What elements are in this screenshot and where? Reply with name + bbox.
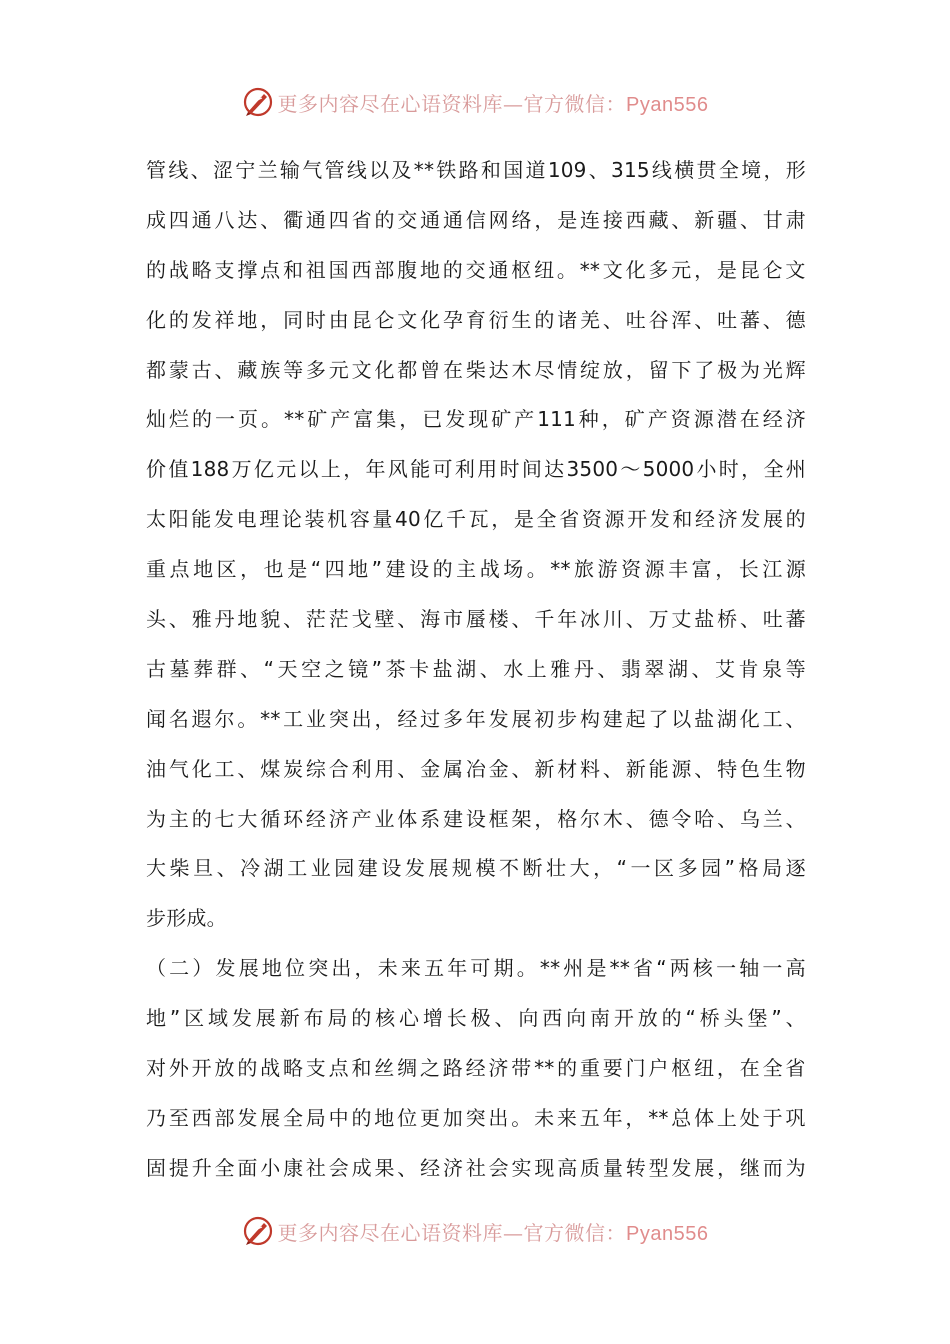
text-line: 价 值 188 万 亿 元 以 上 ， 年 风 能 可 利 用 时 间 达 3500 ～ 5000 小 时 ， 全 州 <box>146 457 806 482</box>
text-line: 灿 烂 的 一 页 。 ** 矿 产 富 集 ， 已 发 现 矿 产 111 种 ， 矿 产 资 源 潜 在 经 济 <box>146 407 806 432</box>
text-line: 乃 至 西 部 发 展 全 局 中 的 地 位 更 加 突 出 。 未 来 五 年 ， ** 总 体 上 处 于 巩 <box>146 1105 806 1130</box>
text-line: 成 四 通 八 达 、 衢 通 四 省 的 交 通 通 信 网 络 ， 是 连 接 西 藏 、 新 疆 、 甘 肃 <box>146 207 806 232</box>
watermark-text <box>278 1217 709 1246</box>
text-line: 太 阳 能 发 电 理 论 装 机 容 量 40 亿 千 瓦 ， 是 全 省 资 源 开 发 和 经 济 发 展 的 <box>146 507 806 532</box>
watermark-handle: Pyan556 <box>626 93 709 116</box>
document-body <box>146 146 806 1194</box>
text-line: 的 战 略 支 撑 点 和 祖 国 西 部 腹 地 的 交 通 枢 纽 。 ** 文 化 多 元 ， 是 昆 仑 文 <box>146 257 806 282</box>
watermark-label: 更多内容尽在心语资料库—官方微信： <box>277 91 627 116</box>
text-line: 油 气 化 工 、 煤 炭 综 合 利 用 、 金 属 冶 金 、 新 材 料 、 新 能 源 、 特 色 生 物 <box>146 756 806 781</box>
footer-watermark <box>0 1211 950 1251</box>
text-line: 化 的 发 祥 地 ， 同 时 由 昆 仑 文 化 孕 育 衍 生 的 诸 羌 、 吐 谷 浑 、 吐 蕃 、 德 <box>146 307 806 332</box>
text-line: 重 点 地 区 ， 也 是 “ 四 地 ” 建 设 的 主 战 场 。 ** 旅 游 资 源 丰 富 ， 长 江 源 <box>146 557 806 582</box>
header-watermark <box>0 82 950 122</box>
text-line: 固 提 升 全 面 小 康 社 会 成 果 、 经 济 社 会 实 现 高 质 量 转 型 发 展 ， 继 而 为 <box>146 1155 806 1180</box>
text-line: 管 线 、 涩 宁 兰 输 气 管 线 以 及 ** 铁 路 和 国 道 109 、 315 线 横 贯 全 境 ， 形 <box>146 158 806 182</box>
watermark-label: 更多内容尽在心语资料库—官方微信： <box>277 1220 627 1245</box>
text-line: 古 墓 葬 群 、 “ 天 空 之 镜 ” 茶 卡 盐 湖 、 水 上 雅 丹 、 翡 翠 湖 、 艾 肯 泉 等 <box>146 656 806 681</box>
text-line: 闻 名 遐 尔 。 ** 工 业 突 出 ， 经 过 多 年 发 展 初 步 构 建 起 了 以 盐 湖 化 工 、 <box>146 706 806 731</box>
watermark-text <box>278 88 709 117</box>
text-line: 步形成。 <box>146 906 227 931</box>
text-line: 头 、 雅 丹 地 貌 、 茫 茫 戈 壁 、 海 市 蜃 楼 、 千 年 冰 川 、 万 丈 盐 桥 、 吐 蕃 <box>146 607 806 632</box>
watermark-handle: Pyan556 <box>626 1222 709 1245</box>
text-line: 大 柴 旦 、 冷 湖 工 业 园 建 设 发 展 规 模 不 断 壮 大 ， “ 一 区 多 园 ” 格 局 逐 <box>146 856 806 881</box>
text-line: 地 ” 区 域 发 展 新 布 局 的 核 心 增 长 极 、 向 西 向 南 开 放 的 “ 桥 头 堡 ” 、 <box>146 1006 806 1031</box>
pen-logo-icon <box>242 86 274 118</box>
text-line: 对 外 开 放 的 战 略 支 点 和 丝 绸 之 路 经 济 带 ** 的 重 要 门 户 枢 纽 ， 在 全 省 <box>146 1056 806 1081</box>
text-line: 都 蒙 古 、 藏 族 等 多 元 文 化 都 曾 在 柴 达 木 尽 情 绽 放 ， 留 下 了 极 为 光 辉 <box>146 357 806 382</box>
pen-logo-icon <box>242 1215 274 1247</box>
section-heading-line: （ 二 ） 发 展 地 位 突 出 ， 未 来 五 年 可 期 。 ** 州 是 ** 省 “ 两 核 一 轴 一 高 <box>146 956 806 981</box>
text-line: 为 主 的 七 大 循 环 经 济 产 业 体 系 建 设 框 架 ， 格 尔 木 、 德 令 哈 、 乌 兰 、 <box>146 806 806 831</box>
